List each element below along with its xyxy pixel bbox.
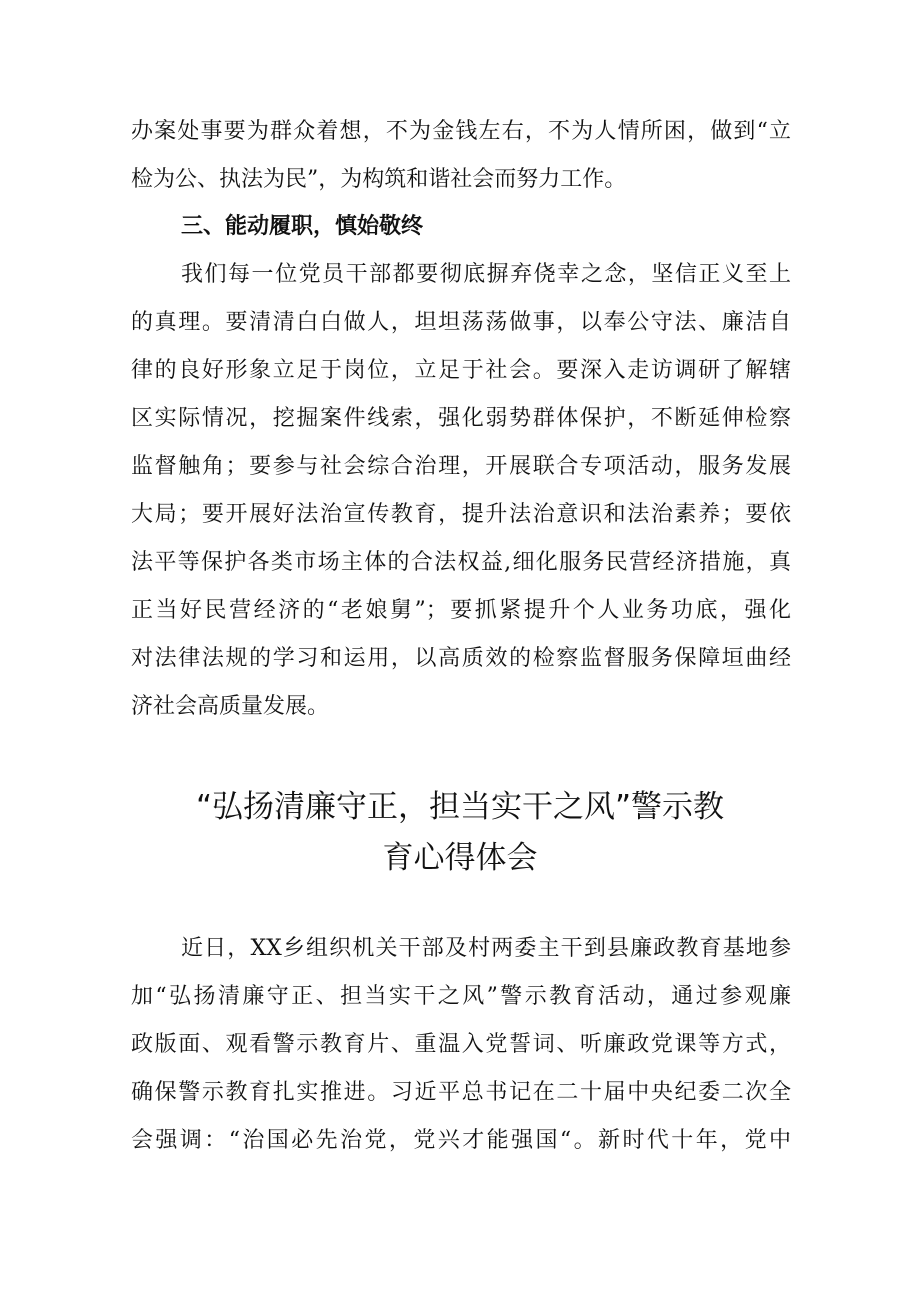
paragraph-line: 近日，XX乡组织机关干部及村两委主干到县廉政教育基地参 [181, 936, 791, 961]
paragraph-line: 加“弘扬清廉守正、担当实干之风”警示教育活动，通过参观廉 [131, 984, 791, 1009]
paragraph-line: 济社会高质量发展。 [131, 694, 330, 719]
paragraph-line: 会强调：“治国必先治党，党兴才能强国“。新时代十年，党中 [131, 1128, 791, 1153]
paragraph-line: 的真理。要清清白白做人，坦坦荡荡做事，以奉公守法、廉洁自 [131, 310, 791, 335]
section-heading: 三、能动履职，慎始敬终 [181, 214, 424, 239]
paragraph-line: 我们每一位党员干部都要彻底摒弃侥幸之念，坚信正义至上 [181, 262, 791, 287]
paragraph-line: 确保警示教育扎实推进。习近平总书记在二十届中央纪委二次全 [131, 1080, 791, 1105]
paragraph-line: 监督触角；要参与社会综合治理，开展联合专项活动，服务发展 [131, 454, 791, 479]
paragraph-line: 大局；要开展好法治宣传教育，提升法治意识和法治素养；要依 [131, 502, 791, 527]
paragraph-line: 正当好民营经济的“老娘舅”；要抓紧提升个人业务功底，强化 [131, 598, 791, 623]
paragraph-line: 办案处事要为群众着想，不为金钱左右，不为人情所困，做到“立 [131, 119, 791, 144]
paragraph-line: 区实际情况，挖掘案件线索，强化弱势群体保护，不断延伸检察 [131, 406, 791, 431]
paragraph-line: 律的良好形象立足于岗位，立足于社会。要深入走访调研了解辖 [131, 358, 791, 383]
paragraph-line: 法平等保护各类市场主体的合法权益,细化服务民营经济措施，真 [131, 550, 791, 575]
paragraph-line: 政版面、观看警示教育片、重温入党誓词、听廉政党课等方式， [131, 1032, 791, 1057]
article-title-line-1: “弘扬清廉守正，担当实干之风”警示教 [195, 789, 725, 825]
paragraph-line: 检为公、执法为民”，为构筑和谐社会而努力工作。 [131, 167, 627, 192]
paragraph-line: 对法律法规的学习和运用，以高质效的检察监督服务保障垣曲经 [131, 646, 791, 671]
article-title-line-2: 育心得体会 [382, 840, 538, 876]
